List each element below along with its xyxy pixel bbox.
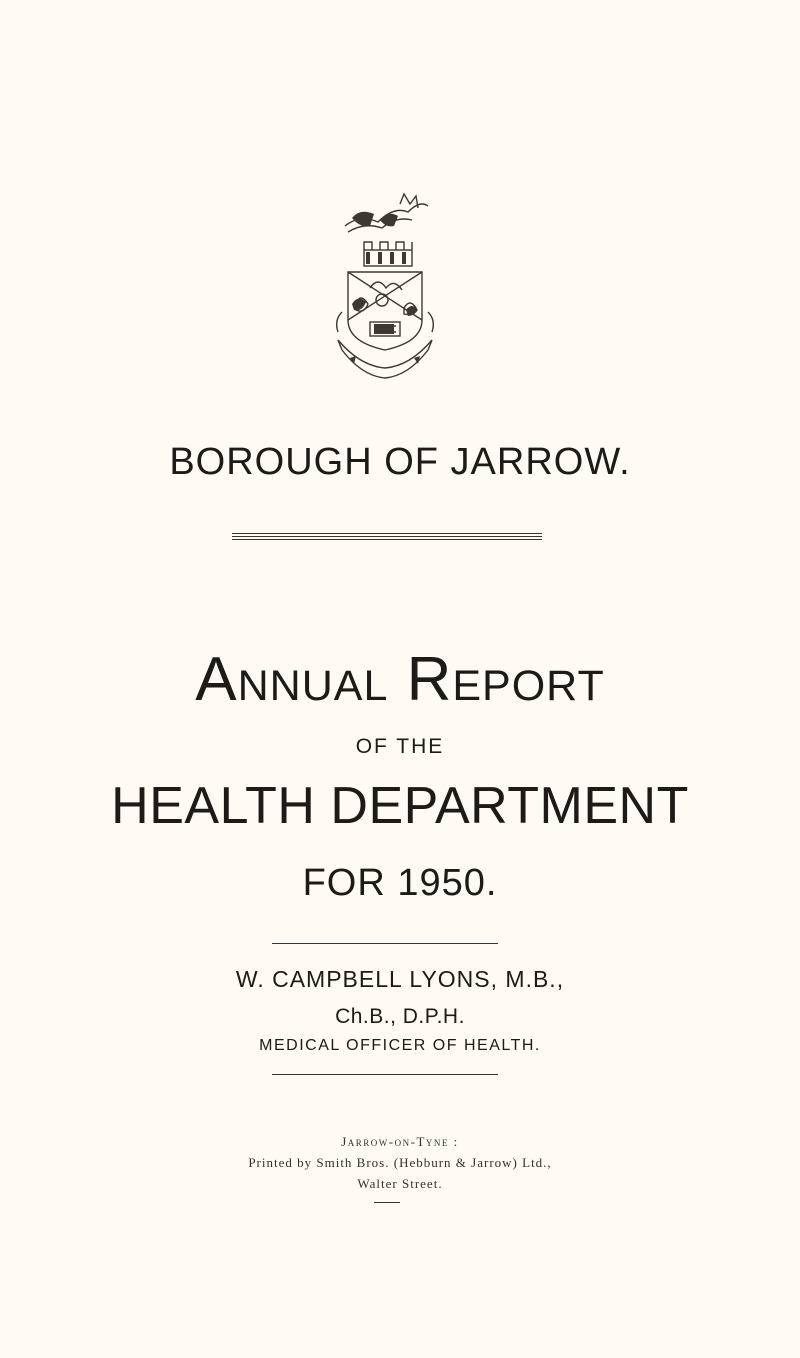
imprint-street: Walter Street. xyxy=(357,1176,443,1191)
department-title: HEALTH DEPARTMENT xyxy=(111,777,689,835)
borough-title: BOROUGH OF JARROW. xyxy=(169,441,631,483)
borough-coat-of-arms-icon xyxy=(330,192,440,384)
imprint-place: Jarrow-on-Tyne : xyxy=(341,1134,459,1149)
author-degrees: Ch.B., D.P.H. xyxy=(335,1005,465,1028)
author-name: W. CAMPBELL LYONS, M.B., xyxy=(235,966,565,992)
short-rule xyxy=(374,1202,400,1203)
report-title-connector: OF THE xyxy=(355,735,445,758)
double-rule-divider xyxy=(232,533,542,541)
imprint-printer: Printed by Smith Bros. (Hebburn & Jarrow) Ltd., xyxy=(248,1155,552,1170)
report-title: Annual Report xyxy=(195,645,605,714)
divider-rule xyxy=(272,943,498,944)
report-year: FOR 1950. xyxy=(302,862,498,904)
divider-rule xyxy=(272,1074,498,1075)
author-role: MEDICAL OFFICER OF HEALTH. xyxy=(259,1037,541,1054)
